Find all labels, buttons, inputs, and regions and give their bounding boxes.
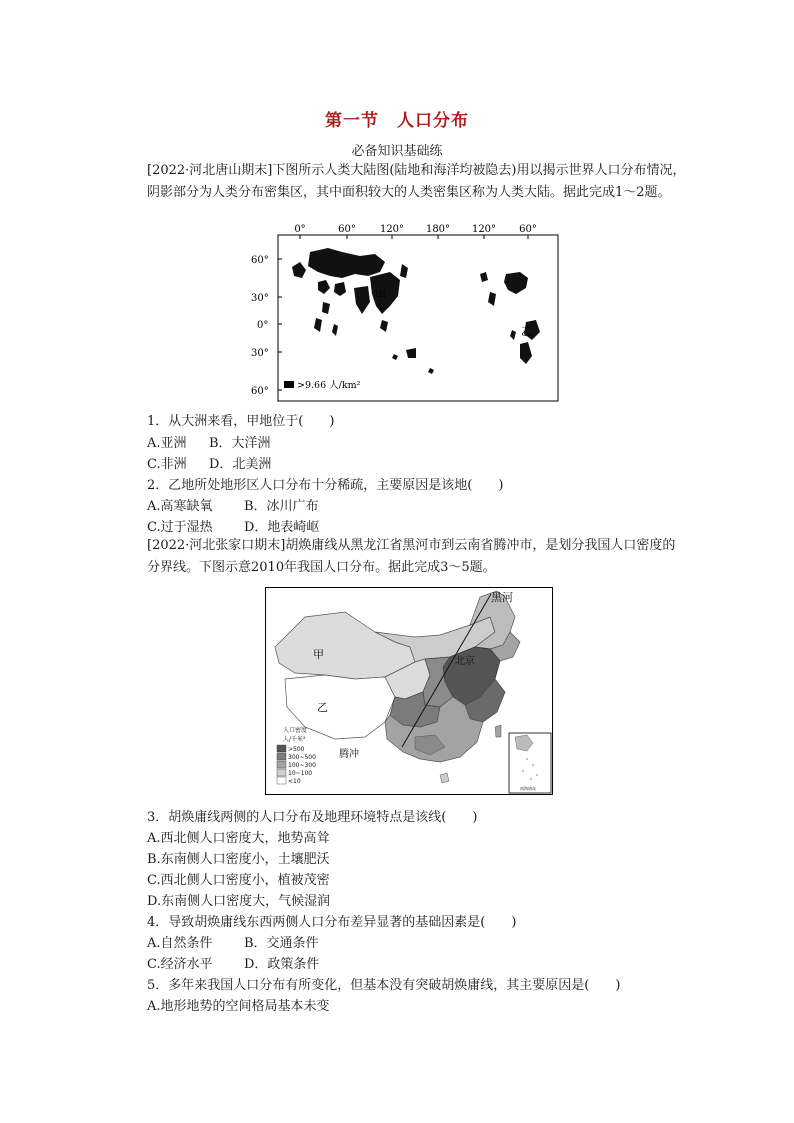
option-text: B．大洋洲 [209,436,271,451]
label-tengchong: 腾冲 [339,749,359,760]
page-title: 第一节 人口分布 [325,111,469,131]
map-left-label: 0° [257,320,269,331]
option-text: B．冰川广布 [244,499,319,514]
legend-label: 100~300 [288,762,316,769]
q3-option-a: A.西北侧人口密度大，地势高耸 [147,831,330,846]
q2-stem: 2．乙地所处地形区人口分布十分稀疏，主要原因是该地( ) [147,478,504,493]
map-left-label: 60° [251,386,269,397]
q4-stem: 4．导致胡焕庸线东西两侧人口分布差异显著的基础因素是( ) [147,915,517,930]
marker-yi: 乙 [521,325,532,338]
world-population-map [250,222,560,404]
option-text: D．北美洲 [209,457,272,472]
map-top-label: 60° [338,224,356,235]
label-beijing: 北京 [455,656,475,667]
legend-swatch [284,381,294,388]
china-population-map [265,587,553,795]
legend-title: 人口密度 [283,727,308,734]
q3-option-d: D.东南侧人口密度大，气候湿润 [147,894,331,909]
q5-stem: 5．多年来我国人口分布有所变化，但基本没有突破胡焕庸线，其主要原因是( ) [147,978,621,993]
option-text: C.非洲 [147,457,187,472]
option-text: A.高寒缺氧 [147,499,213,514]
group2-intro: [2022·河北张家口期末]胡焕庸线从黑龙江省黑河市到云南省腾冲市，是划分我国人口密度的分界线。下图示意2010年我国人口分布。据此完成3～5题。 [147,538,676,575]
option-text: C.经济水平 [147,957,213,972]
legend-label: 10~100 [288,770,313,777]
option-text: C.过于湿热 [147,520,213,535]
legend-unit: 人/千米² [283,736,306,743]
q1-options-row-2 [147,453,271,472]
map-top-label: 0° [294,224,306,235]
map-top-label: 180° [425,224,451,235]
option-text: D．地表崎岖 [244,520,320,535]
map-left-label: 30° [251,293,269,304]
legend-label: >500 [288,746,305,753]
section-heading: 必备知识基础练 [351,144,443,159]
map-left-label: 60° [251,255,269,266]
label-jia: 甲 [313,648,324,661]
q2-options-row-2 [147,516,319,535]
option-text: A.自然条件 [147,936,213,951]
label-heihe: 黑河 [491,591,513,604]
map-top-label: 120° [471,224,497,235]
option-text: D．政策条件 [244,957,320,972]
q1-options-row-1 [147,432,271,451]
option-text: B．交通条件 [244,936,319,951]
map-top-label: 60° [519,224,537,235]
group1-intro: [2022·河北唐山期末]下图所示人类大陆图(陆地和海洋均被隐去)用以揭示世界人口分布情况，阴影部分为人类分布密集区，其中面积较大的人类密集区称为人类大陆。据此完成1～2题。 [147,163,686,200]
q4-options-row-1 [147,932,319,951]
q5-option-a: A.地形地势的空间格局基本未变 [147,999,330,1014]
q4-options-row-2 [147,953,319,972]
q2-options-row-1 [147,495,319,514]
q3-option-b: B.东南侧人口密度小，土壤肥沃 [147,852,330,867]
option-text: A.亚洲 [147,436,187,451]
legend-label: 300~500 [288,754,316,761]
q1-stem: 1．从大洲来看，甲地位于( ) [147,414,335,429]
map-left-label: 30° [251,348,269,359]
map-top-label: 120° [379,224,405,235]
legend-label: <10 [288,778,301,785]
q3-stem: 3．胡焕庸线两侧的人口分布及地理环境特点是该线( ) [147,810,478,825]
q3-option-c: C.西北侧人口密度小，植被茂密 [147,873,330,888]
label-yi: 乙 [317,701,328,714]
inset-label: 南海诸岛 [520,786,536,791]
map-legend: >9.66 人/km² [297,380,361,391]
marker-jia: 甲 [375,289,386,302]
